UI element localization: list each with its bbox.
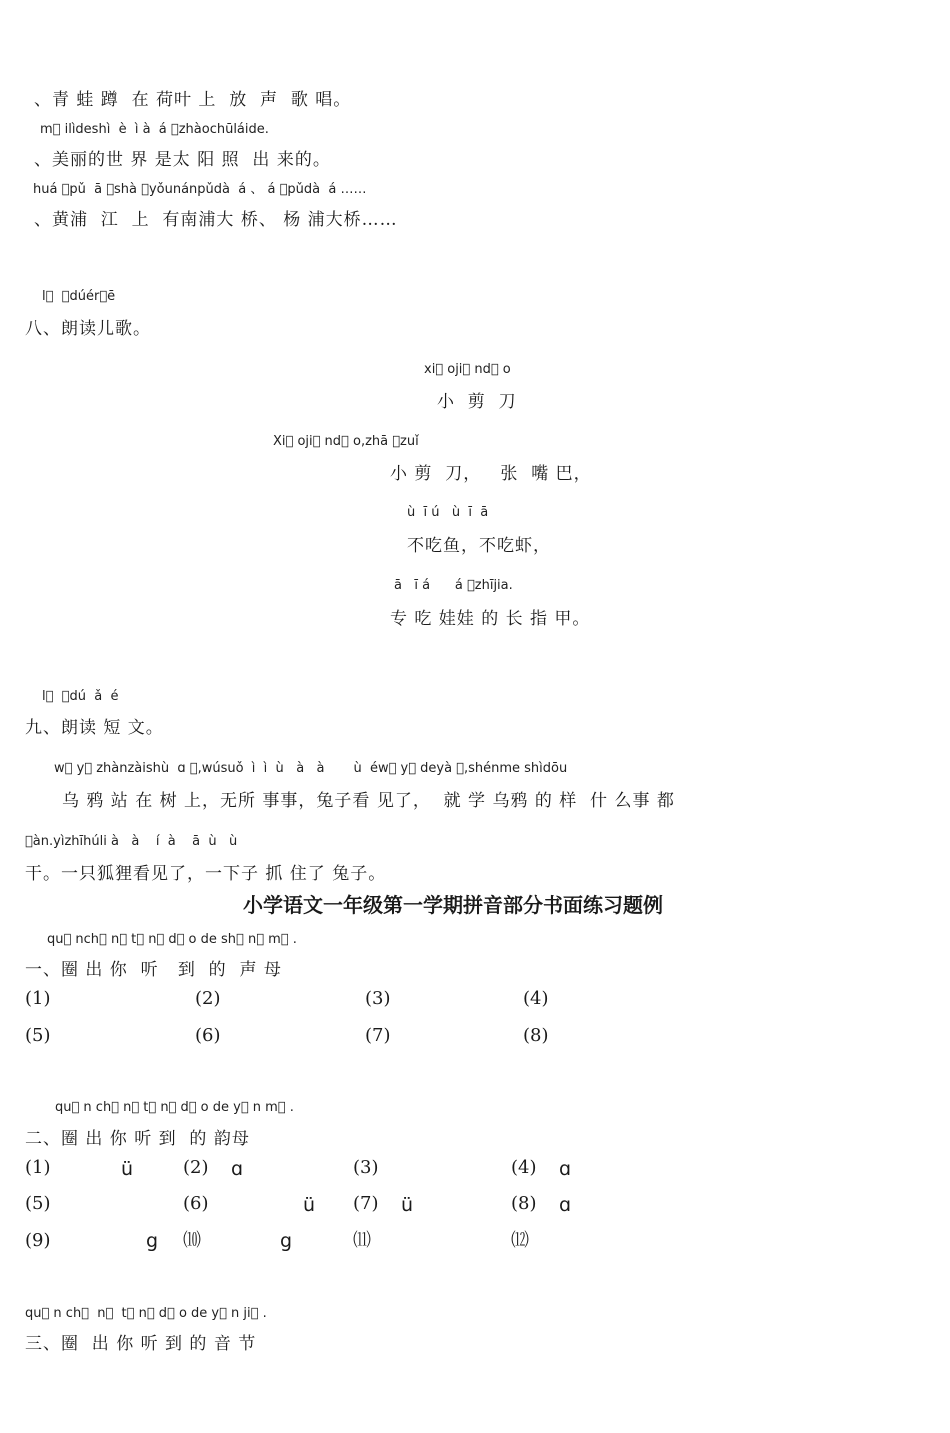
sentence-3: 、黄浦 江 上 有南浦大 桥、 杨 浦大桥…… xyxy=(34,210,398,230)
q2-letter: ɑ xyxy=(231,1158,244,1180)
q2-item-5: (5) xyxy=(25,1193,51,1214)
q2-letter: ɑ xyxy=(559,1158,572,1180)
passage-line-2: 干。一只狐狸看见了，一下子 抓 住了 兔子。 xyxy=(25,864,387,884)
q2-item-8: (8) xyxy=(511,1193,537,1214)
q2-item-6: (6) xyxy=(183,1193,209,1214)
q2-letter: ü xyxy=(121,1158,134,1180)
poem-line-1-pinyin: Xi  oji  nd  o,zhā  zuǐ xyxy=(273,434,419,449)
q2-letter: ü xyxy=(303,1194,316,1216)
passage-line-2-pinyin:  àn.yìzhīhúli à à í à ā ù ù xyxy=(25,834,238,849)
poem-line-3: 专 吃 娃娃 的 长 指 甲。 xyxy=(390,609,591,629)
poem-line-2: 不吃鱼，不吃虾， xyxy=(407,536,551,556)
q1-item-7: (7) xyxy=(365,1025,391,1046)
poem-line-1: 小 剪 刀， 张 嘴 巴， xyxy=(390,464,592,484)
sentence-1: 、青 蛙 蹲 在 荷叶 上 放 声 歌 唱。 xyxy=(34,90,352,110)
q2-item-1: (1) xyxy=(25,1157,51,1178)
q2-item-12: ⑿ xyxy=(511,1230,529,1251)
q2-item-4: (4) xyxy=(511,1157,537,1178)
q1-item-4: (4) xyxy=(523,988,549,1009)
section-8-heading-pinyin: l   dúér ē xyxy=(42,289,116,304)
q2-item-10: ⑽ xyxy=(183,1230,201,1251)
sentence-3-pinyin: huá  pǔ ā  shà  yǒunánpǔdà á 、 á  pǔdà á …… xyxy=(33,182,367,197)
sentence-2-pinyin: m  ilìdeshì è ì à á  zhàochūláide. xyxy=(40,122,269,137)
q2-item-7: (7) xyxy=(353,1193,379,1214)
document-title: 小学语文一年级第一学期拼音部分书面练习题例 xyxy=(243,893,663,917)
q3-heading: 三、圈 出 你 听 到 的 音 节 xyxy=(25,1334,257,1354)
section-8-heading: 八、朗读儿歌。 xyxy=(25,319,151,339)
q2-item-11: ⑾ xyxy=(353,1230,371,1251)
q2-letter: g xyxy=(146,1230,159,1252)
q2-heading: 二、圈 出 你 听 到 的 韵母 xyxy=(25,1129,250,1149)
poem-title: 小 剪 刀 xyxy=(437,392,517,412)
passage-line-1: 乌 鸦 站 在 树 上，无所 事事，兔子看 见了， 就 学 乌鸦 的 样 什 么事 都 xyxy=(62,791,675,811)
q1-item-6: (6) xyxy=(195,1025,221,1046)
passage-line-1-pinyin: w  y  zhànzàishù ɑ  ,wúsuǒ ì ì ù à à ù éw  y  deyà  ,shénme shìdōu xyxy=(54,761,568,776)
poem-title-pinyin: xi  oji  nd  o xyxy=(424,362,511,377)
q2-item-3: (3) xyxy=(353,1157,379,1178)
q2-letter: g xyxy=(280,1230,293,1252)
q1-item-3: (3) xyxy=(365,988,391,1009)
q1-item-2: (2) xyxy=(195,988,221,1009)
poem-line-3-pinyin: ā ī á á  zhījia. xyxy=(394,578,513,593)
q1-item-1: (1) xyxy=(25,988,51,1009)
sentence-2: 、美丽的世 界 是太 阳 照 出 来的。 xyxy=(34,150,331,170)
q1-item-8: (8) xyxy=(523,1025,549,1046)
poem-line-2-pinyin: ù ī ú ù ī ā xyxy=(407,505,489,520)
section-9-heading: 九、朗读 短 文。 xyxy=(25,718,164,738)
q1-heading-pinyin: qu  nch  n  t  n  d  o de sh  n  m  . xyxy=(47,932,297,947)
q2-heading-pinyin: qu  n ch  n  t  n  d  o de y  n m  . xyxy=(55,1100,294,1115)
q2-item-9: (9) xyxy=(25,1230,51,1251)
q3-heading-pinyin: qu  n ch  n  t  n  d  o de y  n ji  . xyxy=(25,1306,267,1321)
q1-item-5: (5) xyxy=(25,1025,51,1046)
q2-letter: ɑ xyxy=(559,1194,572,1216)
q2-item-2: (2) xyxy=(183,1157,209,1178)
section-9-heading-pinyin: l   dú ǎ é xyxy=(42,689,119,704)
q2-letter: ü xyxy=(401,1194,414,1216)
q1-heading: 一、圈 出 你 听 到 的 声 母 xyxy=(25,960,282,980)
